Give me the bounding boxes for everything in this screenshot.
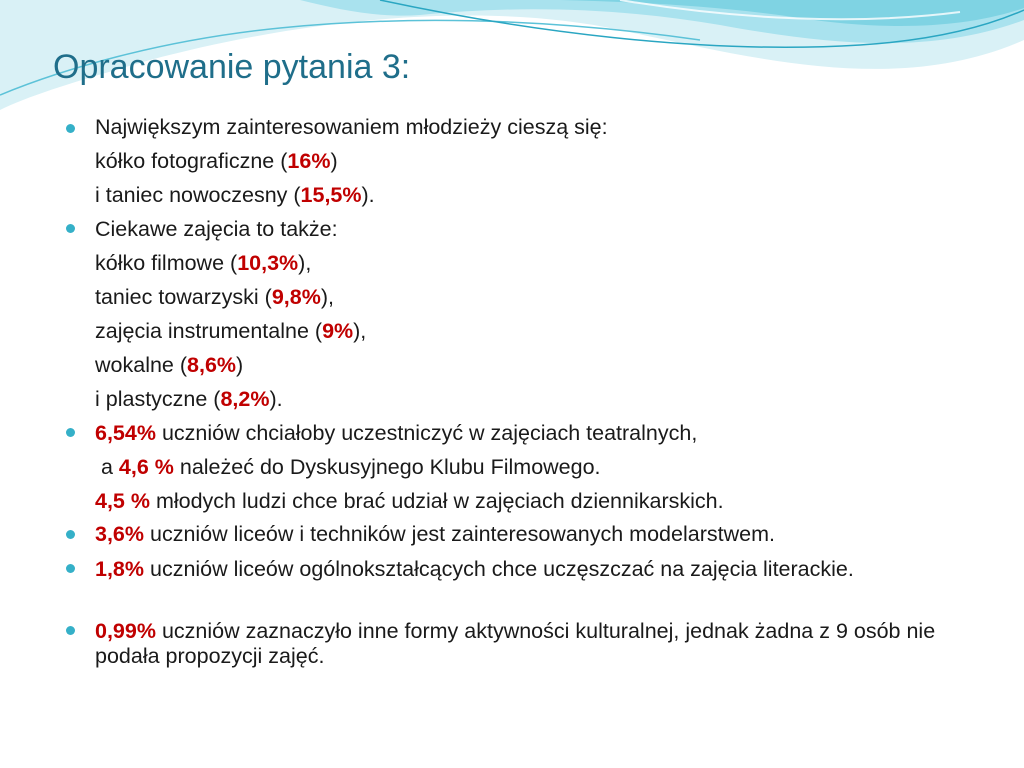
list-item: 6,54% uczniów chciałoby uczestniczyć w zajęciach teatralnych,: [95, 421, 698, 445]
list-item: Ciekawe zajęcia to także:: [95, 217, 338, 241]
list-item: kółko filmowe (10,3%),: [95, 251, 312, 275]
list-item: zajęcia instrumentalne (9%),: [95, 319, 367, 343]
list-item: wokalne (8,6%): [95, 353, 244, 377]
list-item: 4,5 % młodych ludzi chce brać udział w zajęciach dziennikarskich.: [95, 489, 724, 513]
list-item: i plastyczne (8,2%).: [95, 387, 283, 411]
round-dot-icon: [66, 530, 75, 539]
slide-title: Opracowanie pytania 3:: [53, 48, 411, 86]
list-item: kółko fotograficzne (16%): [95, 149, 338, 173]
list-item: 0,99% uczniów zaznaczyło inne formy aktywności kulturalnej, jednak żadna z 9 osób nie podała propozycji zajęć.: [95, 619, 936, 668]
list-item: a 4,6 % należeć do Dyskusyjnego Klubu Filmowego.: [95, 455, 601, 479]
list-item: i taniec nowoczesny (15,5%).: [95, 183, 375, 207]
round-dot-icon: [66, 224, 75, 233]
list-item: 1,8% uczniów liceów ogólnokształcących chce uczęszczać na zajęcia literackie.: [95, 557, 854, 581]
list-item: Największym zainteresowaniem młodzieży cieszą się:: [95, 115, 608, 139]
round-dot-icon: [66, 124, 75, 133]
round-dot-icon: [66, 626, 75, 635]
list-item: taniec towarzyski (9,8%),: [95, 285, 334, 309]
round-dot-icon: [66, 564, 75, 573]
round-dot-icon: [66, 428, 75, 437]
list-item: 3,6% uczniów liceów i techników jest zainteresowanych modelarstwem.: [95, 522, 775, 546]
